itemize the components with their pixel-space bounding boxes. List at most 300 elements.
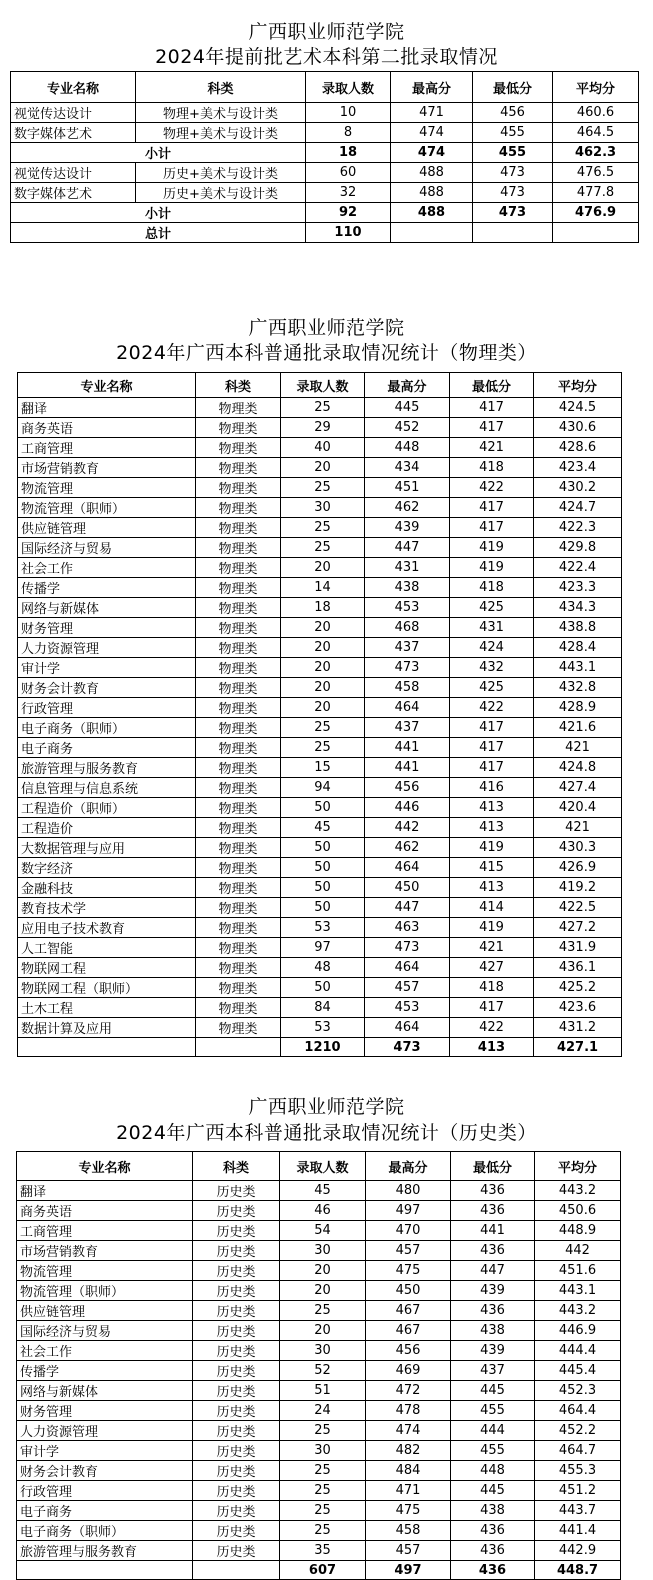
cell-count: 29 xyxy=(281,418,365,438)
cell-count: 50 xyxy=(281,858,365,878)
table-row xyxy=(18,398,622,418)
cell-major: 工商管理 xyxy=(17,1221,193,1241)
cell-avg: 443.1 xyxy=(535,1281,621,1301)
table-row xyxy=(17,1401,621,1421)
cell-min: 436 xyxy=(451,1521,535,1541)
cell-category: 历史类 xyxy=(193,1541,280,1561)
cell-max: 470 xyxy=(366,1221,451,1241)
cell-avg: 444.4 xyxy=(535,1341,621,1361)
cell-avg: 423.3 xyxy=(534,578,622,598)
cell-major: 审计学 xyxy=(17,1441,193,1461)
total-blank xyxy=(18,1038,196,1057)
total-avg: 448.7 xyxy=(535,1561,621,1580)
cell-major: 物联网工程 xyxy=(18,958,196,978)
cell-max: 457 xyxy=(366,1241,451,1261)
cell-min: 431 xyxy=(450,618,534,638)
cell-major: 审计学 xyxy=(18,658,196,678)
cell-avg: 442.9 xyxy=(535,1541,621,1561)
cell-category: 物理类 xyxy=(196,618,281,638)
cell-category: 物理类 xyxy=(196,718,281,738)
table-row xyxy=(18,458,622,478)
cell-count: 30 xyxy=(280,1241,366,1261)
table-row xyxy=(11,123,639,143)
header-avg: 平均分 xyxy=(553,72,639,103)
cell-min: 417 xyxy=(450,758,534,778)
cell-major: 人力资源管理 xyxy=(17,1421,193,1441)
cell-category: 物理+美术与设计类 xyxy=(136,103,306,123)
cell-min: 418 xyxy=(450,458,534,478)
cell-min: 421 xyxy=(450,938,534,958)
cell-min: 455 xyxy=(451,1401,535,1421)
cell-max: 445 xyxy=(365,398,450,418)
cell-avg: 442 xyxy=(535,1241,621,1261)
cell-count: 94 xyxy=(281,778,365,798)
cell-major: 数据计算及应用 xyxy=(18,1018,196,1038)
cell-category: 物理类 xyxy=(196,438,281,458)
table-row xyxy=(18,678,622,698)
cell-category: 历史类 xyxy=(193,1261,280,1281)
cell-min: 436 xyxy=(451,1301,535,1321)
cell-major: 视觉传达设计 xyxy=(11,163,136,183)
cell-category: 物理类 xyxy=(196,578,281,598)
cell-avg: 422.3 xyxy=(534,518,622,538)
cell-max: 469 xyxy=(366,1361,451,1381)
cell-min: 438 xyxy=(451,1501,535,1521)
cell-major: 电子商务（职师） xyxy=(17,1521,193,1541)
cell-category: 物理类 xyxy=(196,658,281,678)
cell-count: 24 xyxy=(280,1401,366,1421)
subtotal-count: 18 xyxy=(306,143,391,163)
total-blank xyxy=(196,1038,281,1057)
header-category: 科类 xyxy=(193,1152,280,1181)
cell-category: 物理类 xyxy=(196,938,281,958)
cell-min: 413 xyxy=(450,818,534,838)
cell-avg: 422.5 xyxy=(534,898,622,918)
cell-min: 432 xyxy=(450,658,534,678)
section3-title-school: 广西职业师范学院 xyxy=(248,1096,405,1118)
cell-major: 供应链管理 xyxy=(17,1301,193,1321)
cell-major: 行政管理 xyxy=(18,698,196,718)
cell-avg: 434.3 xyxy=(534,598,622,618)
cell-major: 工程造价（职师） xyxy=(18,798,196,818)
cell-major: 市场营销教育 xyxy=(18,458,196,478)
header-min: 最低分 xyxy=(473,72,553,103)
cell-avg: 464.7 xyxy=(535,1441,621,1461)
cell-avg: 430.3 xyxy=(534,838,622,858)
cell-major: 商务英语 xyxy=(17,1201,193,1221)
cell-category: 历史类 xyxy=(193,1221,280,1241)
cell-min: 425 xyxy=(450,678,534,698)
cell-max: 488 xyxy=(391,163,473,183)
subtotal-avg: 476.9 xyxy=(553,203,639,223)
cell-max: 462 xyxy=(365,498,450,518)
cell-max: 448 xyxy=(365,438,450,458)
total-blank xyxy=(193,1561,280,1580)
table-row xyxy=(17,1241,621,1261)
table-row xyxy=(11,163,639,183)
cell-category: 物理类 xyxy=(196,698,281,718)
header-count: 录取人数 xyxy=(281,373,365,398)
cell-major: 供应链管理 xyxy=(18,518,196,538)
table-row xyxy=(17,1381,621,1401)
cell-avg: 451.6 xyxy=(535,1261,621,1281)
cell-max: 456 xyxy=(366,1341,451,1361)
cell-avg: 426.9 xyxy=(534,858,622,878)
header-min: 最低分 xyxy=(450,373,534,398)
cell-major: 传播学 xyxy=(18,578,196,598)
cell-count: 10 xyxy=(306,103,391,123)
total-avg xyxy=(553,223,639,243)
cell-min: 437 xyxy=(451,1361,535,1381)
cell-max: 447 xyxy=(365,538,450,558)
cell-major: 物流管理（职师） xyxy=(17,1281,193,1301)
cell-avg: 422.4 xyxy=(534,558,622,578)
cell-avg: 460.6 xyxy=(553,103,639,123)
cell-min: 413 xyxy=(450,798,534,818)
cell-min: 444 xyxy=(451,1421,535,1441)
subtotal-min: 455 xyxy=(473,143,553,163)
cell-major: 财务管理 xyxy=(17,1401,193,1421)
cell-count: 25 xyxy=(281,718,365,738)
cell-max: 439 xyxy=(365,518,450,538)
cell-major: 传播学 xyxy=(17,1361,193,1381)
cell-max: 464 xyxy=(365,858,450,878)
cell-max: 462 xyxy=(365,838,450,858)
table-row xyxy=(18,418,622,438)
table-row xyxy=(18,878,622,898)
header-max: 最高分 xyxy=(391,72,473,103)
cell-major: 商务英语 xyxy=(18,418,196,438)
cell-max: 467 xyxy=(366,1301,451,1321)
cell-count: 25 xyxy=(281,518,365,538)
cell-category: 物理+美术与设计类 xyxy=(136,123,306,143)
cell-min: 417 xyxy=(450,518,534,538)
cell-major: 金融科技 xyxy=(18,878,196,898)
cell-max: 480 xyxy=(366,1181,451,1201)
table-row xyxy=(18,858,622,878)
cell-category: 历史类 xyxy=(193,1521,280,1541)
cell-max: 457 xyxy=(365,978,450,998)
table-row xyxy=(18,658,622,678)
cell-min: 455 xyxy=(473,123,553,143)
cell-category: 历史类 xyxy=(193,1481,280,1501)
cell-avg: 464.4 xyxy=(535,1401,621,1421)
cell-count: 54 xyxy=(280,1221,366,1241)
table-row xyxy=(17,1421,621,1441)
cell-count: 20 xyxy=(281,638,365,658)
table-row xyxy=(18,438,622,458)
cell-avg: 443.2 xyxy=(535,1181,621,1201)
cell-count: 20 xyxy=(280,1321,366,1341)
cell-avg: 421 xyxy=(534,738,622,758)
cell-major: 信息管理与信息系统 xyxy=(18,778,196,798)
total-label: 总计 xyxy=(11,223,306,243)
cell-max: 497 xyxy=(366,1201,451,1221)
cell-category: 物理类 xyxy=(196,458,281,478)
subtotal-max: 488 xyxy=(391,203,473,223)
cell-major: 数字媒体艺术 xyxy=(11,183,136,203)
cell-count: 20 xyxy=(281,678,365,698)
table-row xyxy=(18,518,622,538)
cell-max: 441 xyxy=(365,758,450,778)
cell-category: 物理类 xyxy=(196,818,281,838)
cell-avg: 476.5 xyxy=(553,163,639,183)
cell-max: 437 xyxy=(365,718,450,738)
subtotal-row xyxy=(11,203,639,223)
cell-max: 473 xyxy=(365,938,450,958)
table-row xyxy=(17,1501,621,1521)
cell-category: 历史类 xyxy=(193,1181,280,1201)
cell-major: 财务管理 xyxy=(18,618,196,638)
cell-avg: 429.8 xyxy=(534,538,622,558)
cell-major: 市场营销教育 xyxy=(17,1241,193,1261)
cell-count: 53 xyxy=(281,918,365,938)
cell-avg: 431.9 xyxy=(534,938,622,958)
cell-category: 物理类 xyxy=(196,778,281,798)
cell-count: 50 xyxy=(281,798,365,818)
section1-title-school: 广西职业师范学院 xyxy=(248,21,405,43)
table-row xyxy=(18,598,622,618)
table-row xyxy=(17,1521,621,1541)
cell-category: 物理类 xyxy=(196,758,281,778)
table-row xyxy=(18,738,622,758)
total-max xyxy=(391,223,473,243)
cell-max: 463 xyxy=(365,918,450,938)
cell-max: 458 xyxy=(366,1521,451,1541)
cell-major: 工商管理 xyxy=(18,438,196,458)
cell-avg: 421.6 xyxy=(534,718,622,738)
section2-title-main: 2024年广西本科普通批录取情况统计（物理类） xyxy=(116,342,537,364)
subtotal-min: 473 xyxy=(473,203,553,223)
cell-max: 482 xyxy=(366,1441,451,1461)
cell-avg: 445.4 xyxy=(535,1361,621,1381)
cell-max: 442 xyxy=(365,818,450,838)
table-row xyxy=(17,1361,621,1381)
cell-count: 45 xyxy=(280,1181,366,1201)
cell-min: 417 xyxy=(450,398,534,418)
section1-table xyxy=(10,71,639,243)
cell-min: 417 xyxy=(450,738,534,758)
cell-max: 473 xyxy=(365,658,450,678)
cell-avg: 455.3 xyxy=(535,1461,621,1481)
cell-count: 46 xyxy=(280,1201,366,1221)
cell-major: 国际经济与贸易 xyxy=(17,1321,193,1341)
cell-category: 物理类 xyxy=(196,678,281,698)
cell-min: 417 xyxy=(450,998,534,1018)
cell-major: 财务会计教育 xyxy=(18,678,196,698)
cell-avg: 452.2 xyxy=(535,1421,621,1441)
cell-count: 40 xyxy=(281,438,365,458)
cell-major: 物流管理 xyxy=(17,1261,193,1281)
cell-count: 45 xyxy=(281,818,365,838)
cell-count: 25 xyxy=(280,1421,366,1441)
header-count: 录取人数 xyxy=(306,72,391,103)
cell-major: 大数据管理与应用 xyxy=(18,838,196,858)
cell-count: 52 xyxy=(280,1361,366,1381)
cell-max: 478 xyxy=(366,1401,451,1421)
cell-min: 473 xyxy=(473,163,553,183)
total-min xyxy=(473,223,553,243)
total-row xyxy=(17,1561,621,1580)
cell-min: 417 xyxy=(450,418,534,438)
cell-max: 488 xyxy=(391,183,473,203)
cell-major: 工程造价 xyxy=(18,818,196,838)
cell-count: 32 xyxy=(306,183,391,203)
table-row xyxy=(18,838,622,858)
cell-min: 417 xyxy=(450,718,534,738)
table-row xyxy=(18,998,622,1018)
header-count: 录取人数 xyxy=(280,1152,366,1181)
cell-count: 50 xyxy=(281,838,365,858)
cell-max: 475 xyxy=(366,1261,451,1281)
cell-category: 物理类 xyxy=(196,918,281,938)
total-blank xyxy=(17,1561,193,1580)
cell-major: 翻译 xyxy=(17,1181,193,1201)
cell-min: 413 xyxy=(450,878,534,898)
cell-min: 447 xyxy=(451,1261,535,1281)
cell-max: 453 xyxy=(365,998,450,1018)
cell-major: 行政管理 xyxy=(17,1481,193,1501)
cell-category: 物理类 xyxy=(196,638,281,658)
cell-category: 物理类 xyxy=(196,598,281,618)
cell-count: 35 xyxy=(280,1541,366,1561)
table-row xyxy=(18,1018,622,1038)
header-max: 最高分 xyxy=(366,1152,451,1181)
cell-category: 物理类 xyxy=(196,498,281,518)
cell-avg: 427.4 xyxy=(534,778,622,798)
cell-min: 418 xyxy=(450,978,534,998)
cell-count: 50 xyxy=(281,978,365,998)
cell-category: 历史类 xyxy=(193,1301,280,1321)
cell-category: 物理类 xyxy=(196,478,281,498)
cell-min: 455 xyxy=(451,1441,535,1461)
cell-count: 20 xyxy=(280,1281,366,1301)
table-row xyxy=(18,778,622,798)
cell-count: 50 xyxy=(281,898,365,918)
cell-max: 458 xyxy=(365,678,450,698)
cell-min: 424 xyxy=(450,638,534,658)
cell-avg: 427.2 xyxy=(534,918,622,938)
cell-category: 物理类 xyxy=(196,518,281,538)
cell-min: 421 xyxy=(450,438,534,458)
cell-min: 415 xyxy=(450,858,534,878)
table-row xyxy=(17,1481,621,1501)
cell-count: 50 xyxy=(281,878,365,898)
cell-min: 422 xyxy=(450,1018,534,1038)
cell-category: 历史类 xyxy=(193,1441,280,1461)
cell-min: 445 xyxy=(451,1381,535,1401)
cell-max: 468 xyxy=(365,618,450,638)
total-row xyxy=(11,223,639,243)
cell-major: 物流管理 xyxy=(18,478,196,498)
cell-count: 8 xyxy=(306,123,391,143)
cell-count: 14 xyxy=(281,578,365,598)
cell-avg: 419.2 xyxy=(534,878,622,898)
cell-avg: 451.2 xyxy=(535,1481,621,1501)
cell-avg: 452.3 xyxy=(535,1381,621,1401)
cell-max: 484 xyxy=(366,1461,451,1481)
cell-major: 电子商务 xyxy=(17,1501,193,1521)
table-row xyxy=(17,1541,621,1561)
cell-major: 视觉传达设计 xyxy=(11,103,136,123)
cell-count: 30 xyxy=(280,1441,366,1461)
cell-max: 464 xyxy=(365,1018,450,1038)
table-row xyxy=(18,798,622,818)
cell-avg: 428.4 xyxy=(534,638,622,658)
total-count: 607 xyxy=(280,1561,366,1580)
cell-category: 历史类 xyxy=(193,1381,280,1401)
cell-avg: 428.9 xyxy=(534,698,622,718)
cell-avg: 441.4 xyxy=(535,1521,621,1541)
section3-table xyxy=(16,1151,621,1580)
cell-min: 456 xyxy=(473,103,553,123)
table-row xyxy=(17,1301,621,1321)
cell-count: 30 xyxy=(280,1341,366,1361)
cell-category: 历史类 xyxy=(193,1421,280,1441)
cell-avg: 443.1 xyxy=(534,658,622,678)
table-row xyxy=(18,638,622,658)
table-row xyxy=(18,498,622,518)
cell-count: 25 xyxy=(281,738,365,758)
cell-major: 人工智能 xyxy=(18,938,196,958)
subtotal-label: 小计 xyxy=(11,203,306,223)
cell-max: 471 xyxy=(391,103,473,123)
cell-major: 翻译 xyxy=(18,398,196,418)
table-row xyxy=(18,538,622,558)
cell-category: 物理类 xyxy=(196,998,281,1018)
cell-min: 448 xyxy=(451,1461,535,1481)
cell-max: 446 xyxy=(365,798,450,818)
subtotal-max: 474 xyxy=(391,143,473,163)
cell-avg: 428.6 xyxy=(534,438,622,458)
cell-min: 418 xyxy=(450,578,534,598)
header-min: 最低分 xyxy=(451,1152,535,1181)
cell-min: 439 xyxy=(451,1341,535,1361)
cell-count: 25 xyxy=(280,1461,366,1481)
cell-major: 财务会计教育 xyxy=(17,1461,193,1481)
cell-min: 416 xyxy=(450,778,534,798)
table-row xyxy=(11,103,639,123)
cell-min: 436 xyxy=(451,1181,535,1201)
cell-count: 20 xyxy=(281,618,365,638)
cell-avg: 424.7 xyxy=(534,498,622,518)
cell-count: 60 xyxy=(306,163,391,183)
table-row xyxy=(18,898,622,918)
cell-avg: 432.8 xyxy=(534,678,622,698)
cell-category: 物理类 xyxy=(196,798,281,818)
cell-avg: 443.2 xyxy=(535,1301,621,1321)
cell-max: 441 xyxy=(365,738,450,758)
table-row xyxy=(17,1281,621,1301)
cell-max: 472 xyxy=(366,1381,451,1401)
total-row xyxy=(18,1038,622,1057)
header-major: 专业名称 xyxy=(17,1152,193,1181)
cell-max: 450 xyxy=(365,878,450,898)
cell-max: 475 xyxy=(366,1501,451,1521)
cell-avg: 430.2 xyxy=(534,478,622,498)
total-min: 413 xyxy=(450,1038,534,1057)
cell-avg: 446.9 xyxy=(535,1321,621,1341)
header-category: 科类 xyxy=(136,72,306,103)
header-major: 专业名称 xyxy=(11,72,136,103)
cell-min: 438 xyxy=(451,1321,535,1341)
cell-category: 物理类 xyxy=(196,978,281,998)
cell-max: 471 xyxy=(366,1481,451,1501)
cell-min: 422 xyxy=(450,698,534,718)
section3-title-main: 2024年广西本科普通批录取情况统计（历史类） xyxy=(116,1122,537,1144)
cell-major: 旅游管理与服务教育 xyxy=(18,758,196,778)
cell-category: 历史类 xyxy=(193,1201,280,1221)
